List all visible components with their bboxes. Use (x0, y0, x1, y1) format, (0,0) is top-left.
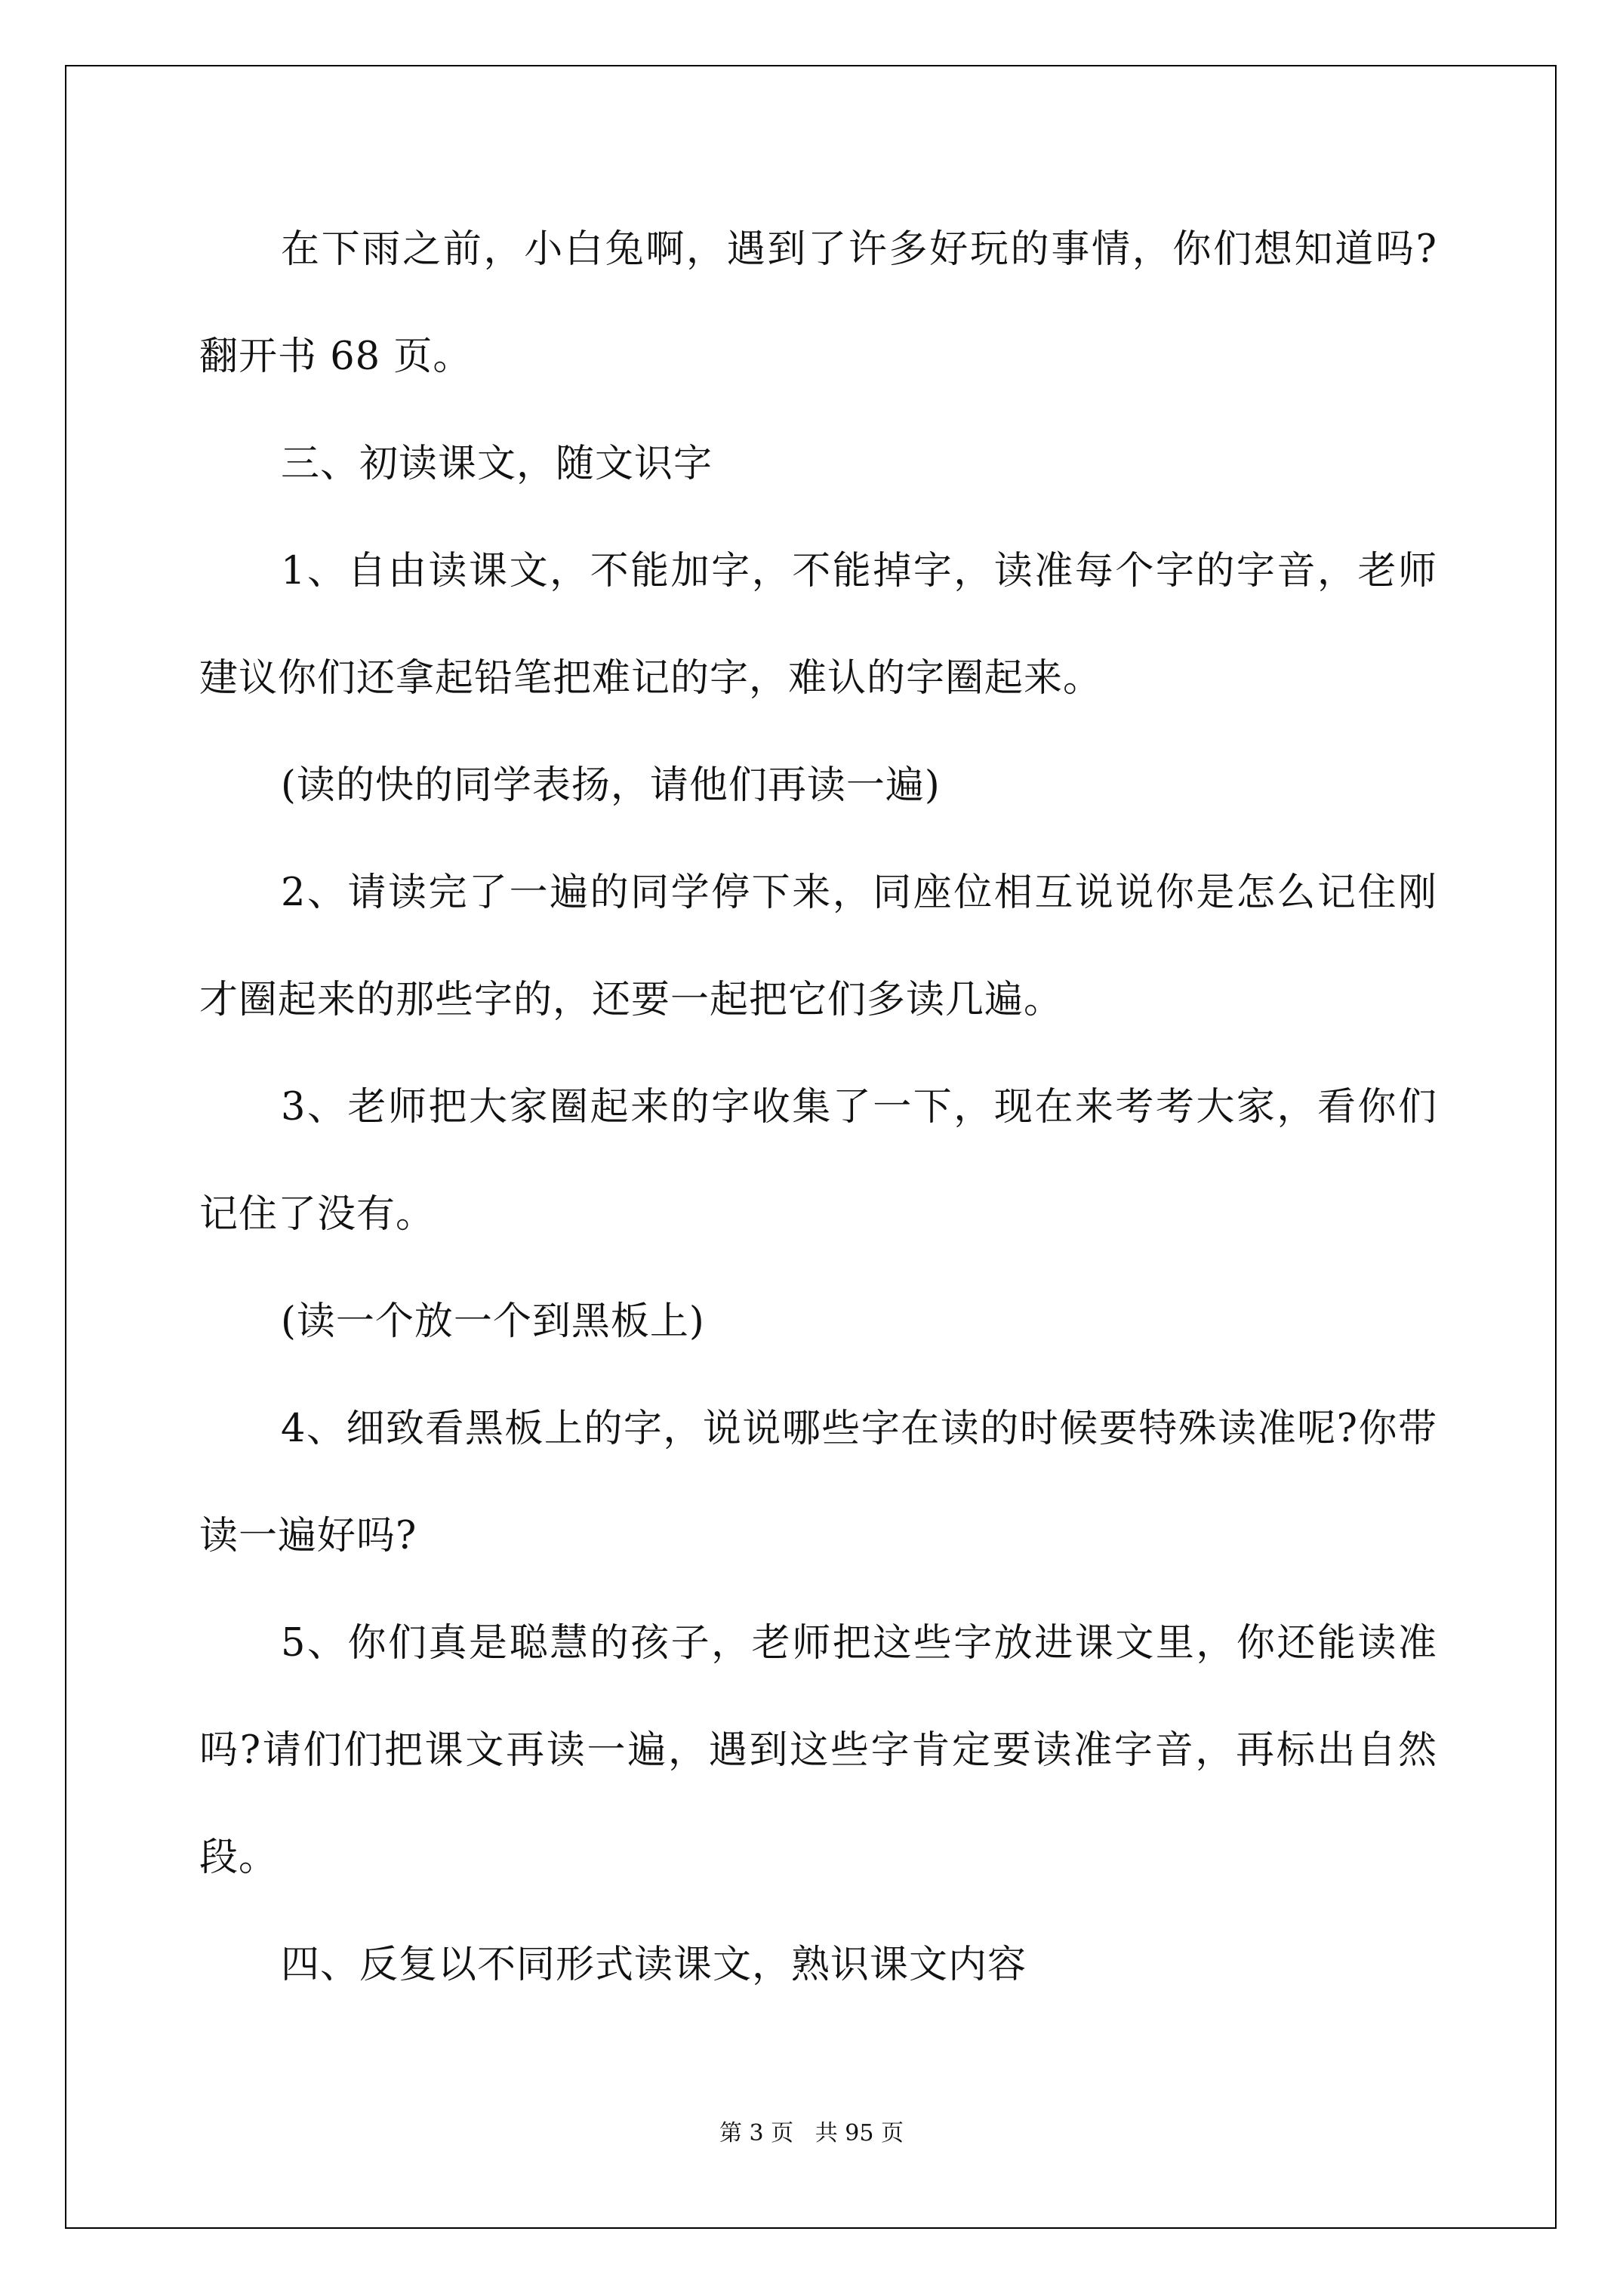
paragraph: (读的快的同学表扬，请他们再读一遍) (281, 763, 941, 808)
paragraph: 2、请读完了一遍的同学停下来，同座位相互说说你是怎么记住刚才圈起来的那些字的，还要一起把它们多读几遍。 (199, 871, 1437, 1022)
paragraph: 4、细致看黑板上的字，说说哪些字在读的时候要特殊读准呢?你带读一遍好吗? (199, 1407, 1437, 1558)
paragraph: 1、自由读课文，不能加字，不能掉字，读准每个字的字音，老师建议你们还拿起铅笔把难记的字，难认的字圈起来。 (199, 549, 1437, 701)
document-body (199, 196, 1437, 2019)
section-heading: 四、反复以不同形式读课文，熟识课文内容 (281, 1943, 1027, 1987)
paragraph: 3、老师把大家圈起来的字收集了一下，现在来考考大家，看你们记住了没有。 (199, 1085, 1437, 1237)
page-number-footer: 第 3 页 共 95 页 (719, 2120, 904, 2147)
paragraph: 在下雨之前，小白兔啊，遇到了许多好玩的事情，你们想知道吗?翻开书 68 页。 (199, 227, 1437, 379)
paragraph: 5、你们真是聪慧的孩子，老师把这些字放进课文里，你还能读准吗?请们们把课文再读一遍，遇到这些字肯定要读准字音，再标出自然段。 (199, 1621, 1437, 1880)
paragraph: (读一个放一个到黑板上) (281, 1299, 705, 1344)
section-heading: 三、初读课文，随文识字 (281, 442, 713, 486)
